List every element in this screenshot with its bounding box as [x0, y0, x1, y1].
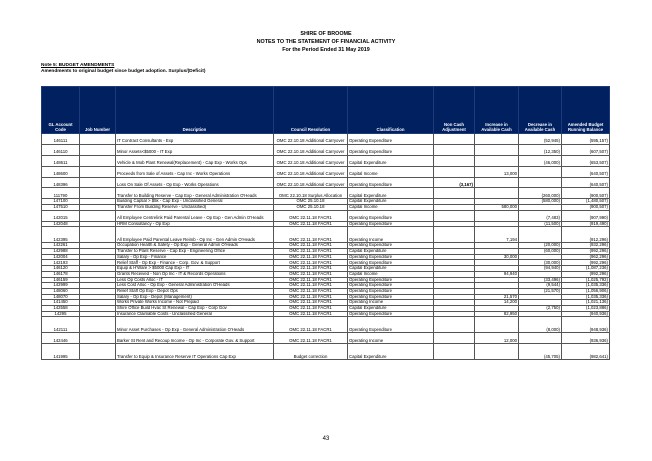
col-header-non-cash: Non Cash Adjustment [434, 87, 475, 134]
decrease-cell: (7,483) [519, 210, 562, 221]
running-balance-cell: (1,035,336) [562, 294, 610, 300]
council-resolution-cell: OMC 22.11.18 FACR1 [274, 210, 348, 221]
running-balance-cell: (595,157) [562, 134, 610, 145]
description-cell: Relief Staff - Op Exp - Finance - Corp. Gov. & Support [116, 260, 274, 266]
col-header-description: Description [116, 87, 274, 134]
page-number: 43 [322, 436, 330, 442]
council-resolution-cell: OMC 22.11.18 FACR1 [274, 266, 348, 272]
classification-cell: Operating Expenditure [348, 260, 434, 266]
running-balance-cell: (992,296) [562, 260, 610, 266]
classification-cell: Capital Expenditure [348, 249, 434, 255]
gl-code-cell: 142111 [42, 317, 80, 333]
description-cell: Proceeds from Sale of Assets - Cap Inc - Works Operations [116, 166, 274, 177]
classification-cell: Operating Expenditure [348, 317, 434, 333]
increase-cell: 13,000 [475, 166, 519, 177]
council-resolution-cell: OMC 22.10.18 Additional Carryover [274, 155, 348, 166]
gl-code-cell: 148070 [42, 294, 80, 300]
job-number-cell [80, 144, 116, 155]
gl-code-cell: 142988 [42, 249, 80, 255]
description-cell: Transfer to Equip & Insurance Reserve IT Operations Cap Exp [116, 344, 274, 360]
council-resolution-cell: Budget correction [274, 344, 348, 360]
description-cell: Shire Office Build Hvac St Renewal - Cap Exp - Corp Gov [116, 305, 274, 311]
col-header-council-resolution: Council Resolution [274, 87, 348, 134]
classification-cell: Operating Expenditure [348, 243, 434, 249]
description-cell: Insurance Claimable Costs - Unclassified General [116, 311, 274, 317]
report-period: For the Period Ended 31 May 2019 [282, 47, 370, 53]
description-cell: Less Op Costs Alloc - IT [116, 277, 274, 283]
gl-code-cell: 142446 [42, 333, 80, 344]
non-cash-cell: (3,167) [434, 177, 475, 188]
non-cash-cell [434, 166, 475, 177]
classification-cell: Operating Expenditure [348, 221, 434, 227]
classification-cell: Capital Expenditure [348, 344, 434, 360]
description-cell: Equip & H'Ware > $5000 Cap Exp - IT [116, 266, 274, 272]
classification-cell: Operating Expenditure [348, 277, 434, 283]
report-notes-title: NOTES TO THE STATEMENT OF FINANCIAL ACTIVITY [256, 39, 396, 45]
description-cell: Minor Assets<$5000 - IT Exp [116, 144, 274, 155]
council-resolution-cell: OMC 22.11.18 FACR1 [274, 227, 348, 243]
col-header-decrease: Decrease in Available Cash [519, 87, 562, 134]
running-balance-cell: (940,936) [562, 311, 610, 317]
description-cell: Relief Staff Op Exp - Depot Ops [116, 288, 274, 294]
gl-code-cell: 141450 [42, 300, 80, 306]
gl-code-cell: 141995 [42, 344, 80, 360]
running-balance-cell: (912,296) [562, 227, 610, 243]
note-subtitle: Amendments to original budget since budget adoption. Surplus/(Deficit) [41, 69, 206, 74]
gl-code-cell: 147510 [42, 205, 80, 211]
gl-code-cell: 142261 [42, 243, 80, 249]
increase-cell: 82,950 [475, 311, 519, 317]
report-org-title: SHIRE OF BROOME [300, 31, 352, 37]
classification-cell: Capital Expenditure [348, 155, 434, 166]
gl-code-cell: 148611 [42, 155, 80, 166]
council-resolution-cell: OMC 22.11.18 FACR1 [274, 277, 348, 283]
gl-code-cell: 146111 [42, 134, 80, 145]
council-resolution-cell: OMC 22.10.18 Surplus Allocation [274, 188, 348, 199]
note-title: Note 5: BUDGET AMENDMENTS [41, 63, 115, 68]
council-resolution-cell: OMC 22.11.18 FACR1 [274, 333, 348, 344]
running-balance-cell: (992,296) [562, 249, 610, 255]
table-row [42, 144, 610, 155]
increase-cell: 14,200 [475, 300, 519, 306]
council-resolution-cell: OMC 22.11.18 FACR1 [274, 311, 348, 317]
table-row [42, 188, 610, 199]
gl-code-cell: 147100 [42, 199, 80, 205]
description-cell: Transfer From Building Reserve - Unclassified) [116, 205, 274, 211]
increase-cell: 21,570 [475, 294, 519, 300]
council-resolution-cell: OMC 22.11.18 FACR1 [274, 294, 348, 300]
table-row [42, 177, 610, 188]
running-balance-cell: (1,056,906) [562, 288, 610, 294]
running-balance-cell: (948,936) [562, 317, 610, 333]
running-balance-cell: (1,021,136) [562, 300, 610, 306]
job-number-cell [80, 166, 116, 177]
council-resolution-cell: OMC 22.11.18 FACR1 [274, 260, 348, 266]
council-resolution-cell: OMC 22.11.18 FACR1 [274, 305, 348, 311]
non-cash-cell [434, 227, 475, 243]
decrease-cell: (52,945) [519, 134, 562, 145]
classification-cell: Operating Income [348, 300, 434, 306]
job-number-cell [80, 333, 116, 344]
increase-cell: 7,194 [475, 227, 519, 243]
non-cash-cell [434, 317, 475, 333]
description-cell: Transfer to Plant Reserve - Cap Exp - Engineering Office [116, 249, 274, 255]
running-balance-cell: (653,507) [562, 155, 610, 166]
decrease-cell: (8,000) [519, 317, 562, 333]
decrease-cell: (45,705) [519, 344, 562, 360]
non-cash-cell [434, 188, 475, 199]
council-resolution-cell: OMC 22.10.18 Additional Carryover [274, 134, 348, 145]
council-resolution-cell: OMC 22.11.18 FACR1 [274, 249, 348, 255]
table-row [42, 210, 610, 221]
non-cash-cell [434, 144, 475, 155]
gl-code-cell: 142015 [42, 210, 80, 221]
decrease-cell: (20,000) [519, 243, 562, 249]
council-resolution-cell: OMC 22.11.18 FACR1 [274, 254, 348, 260]
increase-cell: 580,000 [475, 205, 519, 211]
description-cell: Minor Asset Purchases - Op Exp - General Administration O'Heads [116, 317, 274, 333]
gl-code-cell: 14295 [42, 311, 80, 317]
council-resolution-cell: OMC 22.11.18 FACR1 [274, 221, 348, 227]
classification-cell: Capital Income [348, 205, 434, 211]
running-balance-cell: (1,480,507) [562, 199, 610, 205]
running-balance-cell: (907,990) [562, 210, 610, 221]
table-row [42, 155, 610, 166]
running-balance-cell: (640,507) [562, 177, 610, 188]
decrease-cell: (9,544) [519, 283, 562, 289]
council-resolution-cell: OMC 22.11.18 FACR1 [274, 243, 348, 249]
decrease-cell: (21,570) [519, 288, 562, 294]
decrease-cell: (30,000) [519, 260, 562, 266]
gl-code-cell: 142999 [42, 283, 80, 289]
classification-cell: Capital Expenditure [348, 266, 434, 272]
decrease-cell [519, 166, 562, 177]
col-header-running-balance: Amended Budget Running Balance [562, 87, 610, 134]
classification-cell: Operating Expenditure [348, 294, 434, 300]
table-header-row [42, 87, 610, 134]
description-cell: Vehicle & Mob Plant Renewal(Replacement) - Cap Exp - Works Ops [116, 155, 274, 166]
council-resolution-cell: OMC 22.10.18 Additional Carryover [274, 166, 348, 177]
description-cell: Loss On Sale Of Assets - Op Exp - Works Operations [116, 177, 274, 188]
description-cell: IT Contract Consultants - Exp [116, 134, 274, 145]
gl-code-cell: 142558 [42, 305, 80, 311]
non-cash-cell [434, 210, 475, 221]
gl-code-cell: 142193 [42, 260, 80, 266]
col-header-classification: Classification [348, 87, 434, 134]
decrease-cell: (12,350) [519, 144, 562, 155]
decrease-cell [519, 333, 562, 344]
description-cell: All Employee Centrelink Paid Parental Leave - Op Exp - Gen Admin O'Heads [116, 210, 274, 221]
decrease-cell: (46,000) [519, 155, 562, 166]
increase-cell: 30,000 [475, 254, 519, 260]
col-header-gl-code: GL Account Code [42, 87, 80, 134]
table-row [42, 333, 610, 344]
running-balance-cell: (1,087,236) [562, 266, 610, 272]
non-cash-cell [434, 155, 475, 166]
decrease-cell: (33,496) [519, 277, 562, 283]
gl-code-cell: 148060 [42, 288, 80, 294]
increase-cell [475, 177, 519, 188]
classification-cell: Operating Expenditure [348, 288, 434, 294]
non-cash-cell [434, 344, 475, 360]
classification-cell: Operating Income [348, 333, 434, 344]
decrease-cell: (260,000) [519, 188, 562, 199]
job-number-cell [80, 344, 116, 360]
classification-cell: Operating Expenditure [348, 254, 434, 260]
classification-cell: Operating Expenditure [348, 210, 434, 221]
job-number-cell [80, 134, 116, 145]
running-balance-cell: (607,507) [562, 144, 610, 155]
decrease-cell: (11,500) [519, 221, 562, 227]
description-cell: Building Captial > $5k - Cap Exp - Unclassified General [116, 199, 274, 205]
description-cell: Less Cost Alloc - Op Exp - General Administration O'Heads [116, 283, 274, 289]
increase-cell [475, 210, 519, 221]
running-balance-cell: (982,641) [562, 344, 610, 360]
gl-code-cell: 142048 [42, 221, 80, 227]
running-balance-cell: (992,296) [562, 271, 610, 277]
description-cell: All Employee Paid Parental Leave Reimb - Op Inc - Gen Admin O'Heads [116, 227, 274, 243]
gl-code-cell: 142004 [42, 254, 80, 260]
gl-code-cell: 146110 [42, 144, 80, 155]
classification-cell: Capital Income [348, 271, 434, 277]
description-cell: Salary - Op Exp - Depot (Management) [116, 294, 274, 300]
gl-code-cell: 148600 [42, 166, 80, 177]
gl-code-cell: 146178 [42, 271, 80, 277]
council-resolution-cell: OMC 22.10.18 Additional Carryover [274, 144, 348, 155]
classification-cell: Capital Expenditure [348, 305, 434, 311]
running-balance-cell: (900,507) [562, 205, 610, 211]
council-resolution-cell: OMC 22.11.18 FACR1 [274, 271, 348, 277]
description-cell: Occupation Health & Safety - Op Exp - General Admin O'Heads [116, 243, 274, 249]
classification-cell: Capital Income [348, 166, 434, 177]
job-number-cell [80, 177, 116, 188]
decrease-cell: (94,940) [519, 266, 562, 272]
decrease-cell: (2,750) [519, 305, 562, 311]
council-resolution-cell: OMC 22.10.18 Additional Carryover [274, 177, 348, 188]
decrease-cell: (60,000) [519, 249, 562, 255]
description-cell: Transfer to Building Reserve - Cap Exp - General Administration O'Heads [116, 188, 274, 199]
running-balance-cell: (1,035,336) [562, 283, 610, 289]
council-resolution-cell: OMC 22.11.18 FACR1 [274, 317, 348, 333]
decrease-cell [519, 177, 562, 188]
table-row [42, 317, 610, 333]
description-cell: Barker St Rent and Recoup Income - Op Inc - Corporate Gov. & Support [116, 333, 274, 344]
classification-cell: Operating Expenditure [348, 134, 434, 145]
job-number-cell [80, 188, 116, 199]
gl-code-cell: 148396 [42, 177, 80, 188]
table-row [42, 227, 610, 243]
increase-cell [475, 144, 519, 155]
gl-code-cell: 142395 [42, 227, 80, 243]
decrease-cell: (580,000) [519, 199, 562, 205]
running-balance-cell: (932,296) [562, 243, 610, 249]
job-number-cell [80, 155, 116, 166]
running-balance-cell: (640,507) [562, 166, 610, 177]
gl-code-cell: 111790 [42, 188, 80, 199]
table-row [42, 344, 610, 360]
description-cell: Grants Received - Non Op Inc - IT & Records Operations [116, 271, 274, 277]
running-balance-cell: (900,507) [562, 188, 610, 199]
job-number-cell [80, 317, 116, 333]
job-number-cell [80, 227, 116, 243]
col-header-increase: Increase in Available Cash [475, 87, 519, 134]
increase-cell [475, 317, 519, 333]
classification-cell: Operating Expenditure [348, 283, 434, 289]
table-row [42, 166, 610, 177]
gl-code-cell: 146120 [42, 266, 80, 272]
increase-cell [475, 134, 519, 145]
description-cell: Works Private Works Income - Not Prepaid [116, 300, 274, 306]
council-resolution-cell: OMC 25.10.18 [274, 199, 348, 205]
classification-cell: Operating Expenditure [348, 311, 434, 317]
table-row [42, 134, 610, 145]
job-number-cell [80, 210, 116, 221]
council-resolution-cell: OMC 22.11.18 FACR1 [274, 288, 348, 294]
classification-cell: Operating Income [348, 227, 434, 243]
classification-cell: Capital Expenditure [348, 199, 434, 205]
running-balance-cell: (1,025,792) [562, 277, 610, 283]
increase-cell [475, 188, 519, 199]
budget-amendments-table [41, 86, 610, 360]
increase-cell [475, 344, 519, 360]
non-cash-cell [434, 333, 475, 344]
gl-code-cell: 146159 [42, 277, 80, 283]
running-balance-cell: (1,023,886) [562, 305, 610, 311]
classification-cell: Operating Expenditure [348, 177, 434, 188]
running-balance-cell: (919,490) [562, 221, 610, 227]
non-cash-cell [434, 134, 475, 145]
col-header-job-number: Job Number [80, 87, 116, 134]
council-resolution-cell: OMC 25.10.18 [274, 205, 348, 211]
increase-cell: 94,940 [475, 271, 519, 277]
classification-cell: Capital Expenditure [348, 188, 434, 199]
council-resolution-cell: OMC 22.11.18 FACR1 [274, 300, 348, 306]
running-balance-cell: (962,296) [562, 254, 610, 260]
decrease-cell [519, 227, 562, 243]
description-cell: HRM Consultancy - Op Exp [116, 221, 274, 227]
running-balance-cell: (936,936) [562, 333, 610, 344]
increase-cell: 12,000 [475, 333, 519, 344]
increase-cell [475, 155, 519, 166]
description-cell: Salary - Op Exp - Finance [116, 254, 274, 260]
classification-cell: Operating Expenditure [348, 144, 434, 155]
council-resolution-cell: OMC 22.11.18 FACR1 [274, 283, 348, 289]
